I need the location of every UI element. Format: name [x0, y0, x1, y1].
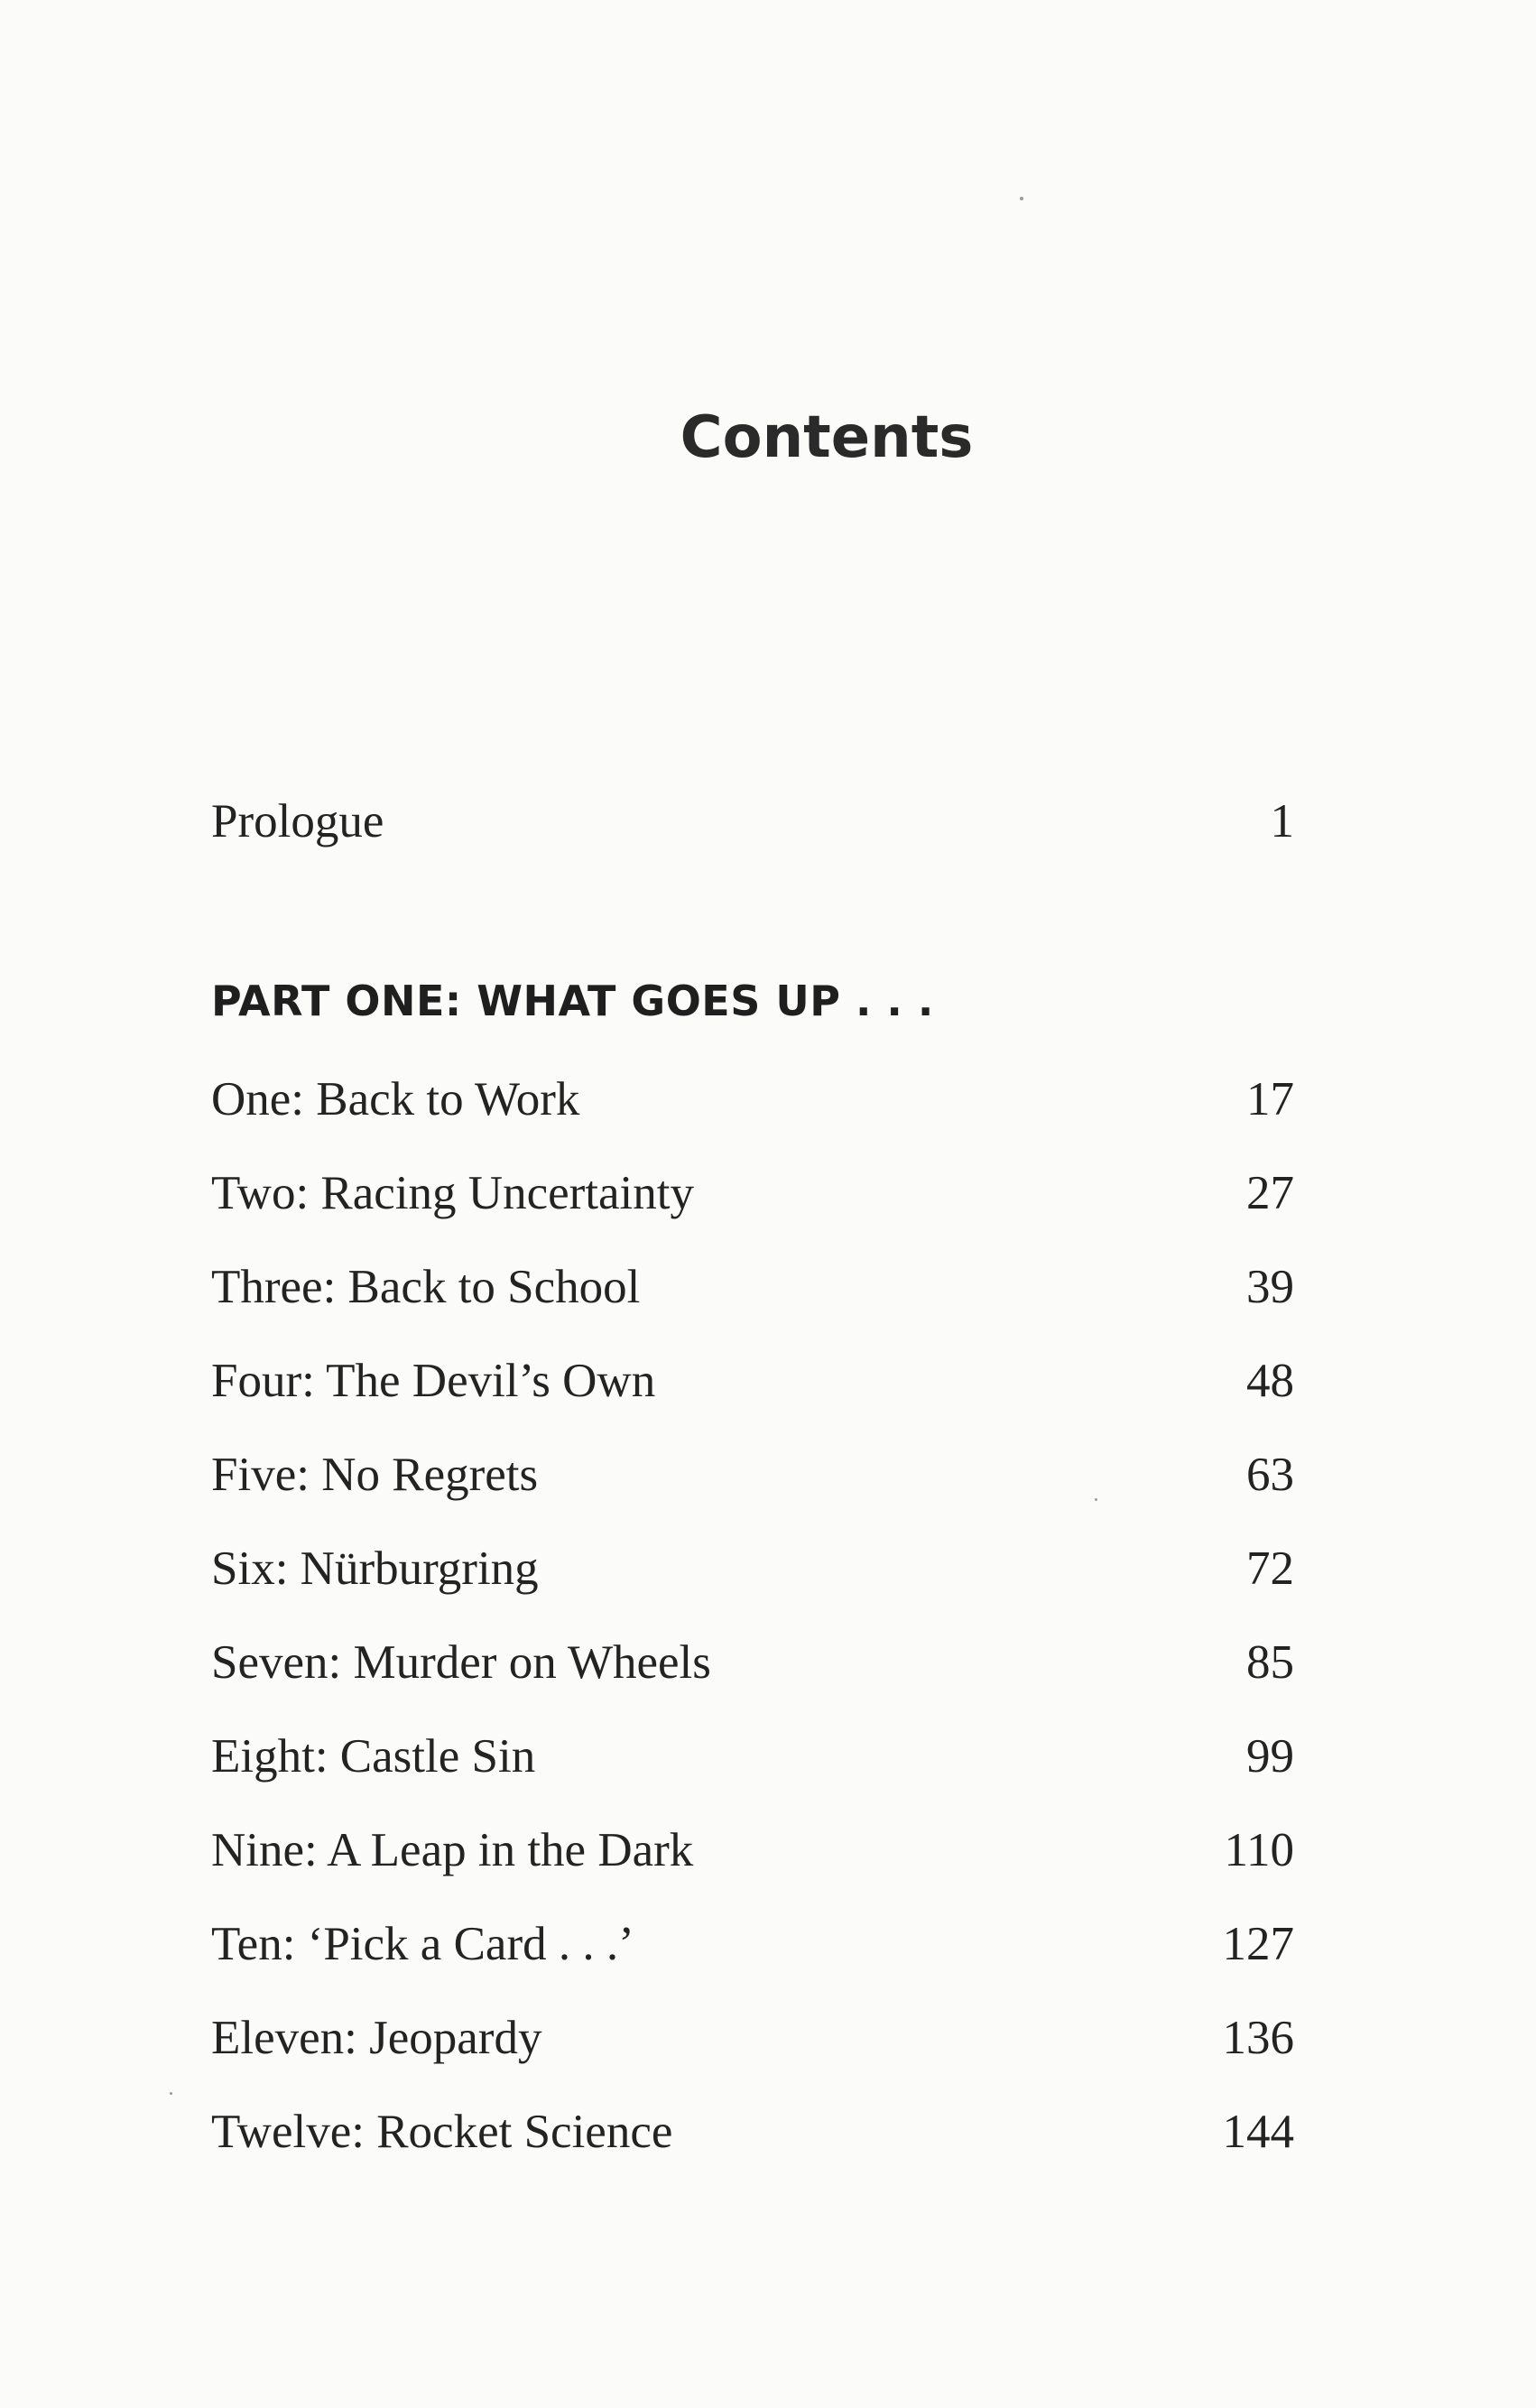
toc-entry-label: Three: Back to School — [211, 1261, 641, 1313]
toc-entry-label: Twelve: Rocket Science — [211, 2106, 673, 2158]
toc-entry[interactable] — [211, 2105, 1294, 2177]
toc-entry-page: 136 — [1222, 2012, 1294, 2064]
toc-entry-prologue[interactable] — [211, 794, 1294, 866]
toc-entry-label: Two: Racing Uncertainty — [211, 1167, 694, 1219]
toc-entry-page: 39 — [1246, 1261, 1294, 1313]
toc-entry-label: Seven: Murder on Wheels — [211, 1636, 711, 1689]
toc-entry[interactable] — [211, 1354, 1294, 1426]
toc-entry-page: 1 — [1270, 795, 1294, 847]
toc-entry-label: Eleven: Jeopardy — [211, 2012, 542, 2064]
toc-entry-label: Ten: ‘Pick a Card . . .’ — [211, 1918, 634, 1970]
toc-entry-page: 85 — [1246, 1636, 1294, 1689]
toc-entry-label: Six: Nürburgring — [211, 1542, 539, 1595]
toc-entry-page: 110 — [1224, 1824, 1294, 1876]
toc-entry-page: 63 — [1246, 1449, 1294, 1501]
toc-entry[interactable] — [211, 1166, 1294, 1238]
toc-entry[interactable] — [211, 1260, 1294, 1332]
toc-entry-page: 144 — [1222, 2106, 1294, 2158]
toc-entry-page: 99 — [1246, 1730, 1294, 1783]
toc-entry-page: 48 — [1246, 1355, 1294, 1407]
toc-entry[interactable] — [211, 1072, 1294, 1144]
toc-entry-label: Five: No Regrets — [211, 1449, 539, 1501]
toc-entry-page: 72 — [1246, 1542, 1294, 1595]
toc-entry-label: Prologue — [211, 795, 384, 847]
page-title: Contents — [680, 404, 974, 471]
toc-entry-page: 17 — [1246, 1073, 1294, 1125]
toc-entry[interactable] — [211, 1542, 1294, 1614]
toc-entry[interactable] — [211, 1635, 1294, 1708]
toc-entry-page: 27 — [1246, 1167, 1294, 1219]
paper-speck — [170, 2092, 172, 2095]
toc-entry-label: Eight: Castle Sin — [211, 1730, 536, 1783]
toc-entry-label: Four: The Devil’s Own — [211, 1355, 656, 1407]
toc-entry[interactable] — [211, 1448, 1294, 1520]
part-heading: PART ONE: WHAT GOES UP . . . — [211, 977, 934, 1025]
toc-entry[interactable] — [211, 1823, 1294, 1895]
toc-entry-label: One: Back to Work — [211, 1073, 580, 1125]
toc-entry[interactable] — [211, 1917, 1294, 1989]
toc-entry-label: Nine: A Leap in the Dark — [211, 1824, 694, 1876]
toc-entry[interactable] — [211, 1729, 1294, 1801]
toc-entry-page: 127 — [1222, 1918, 1294, 1970]
paper-speck — [1020, 197, 1023, 200]
toc-entry[interactable] — [211, 2011, 1294, 2083]
